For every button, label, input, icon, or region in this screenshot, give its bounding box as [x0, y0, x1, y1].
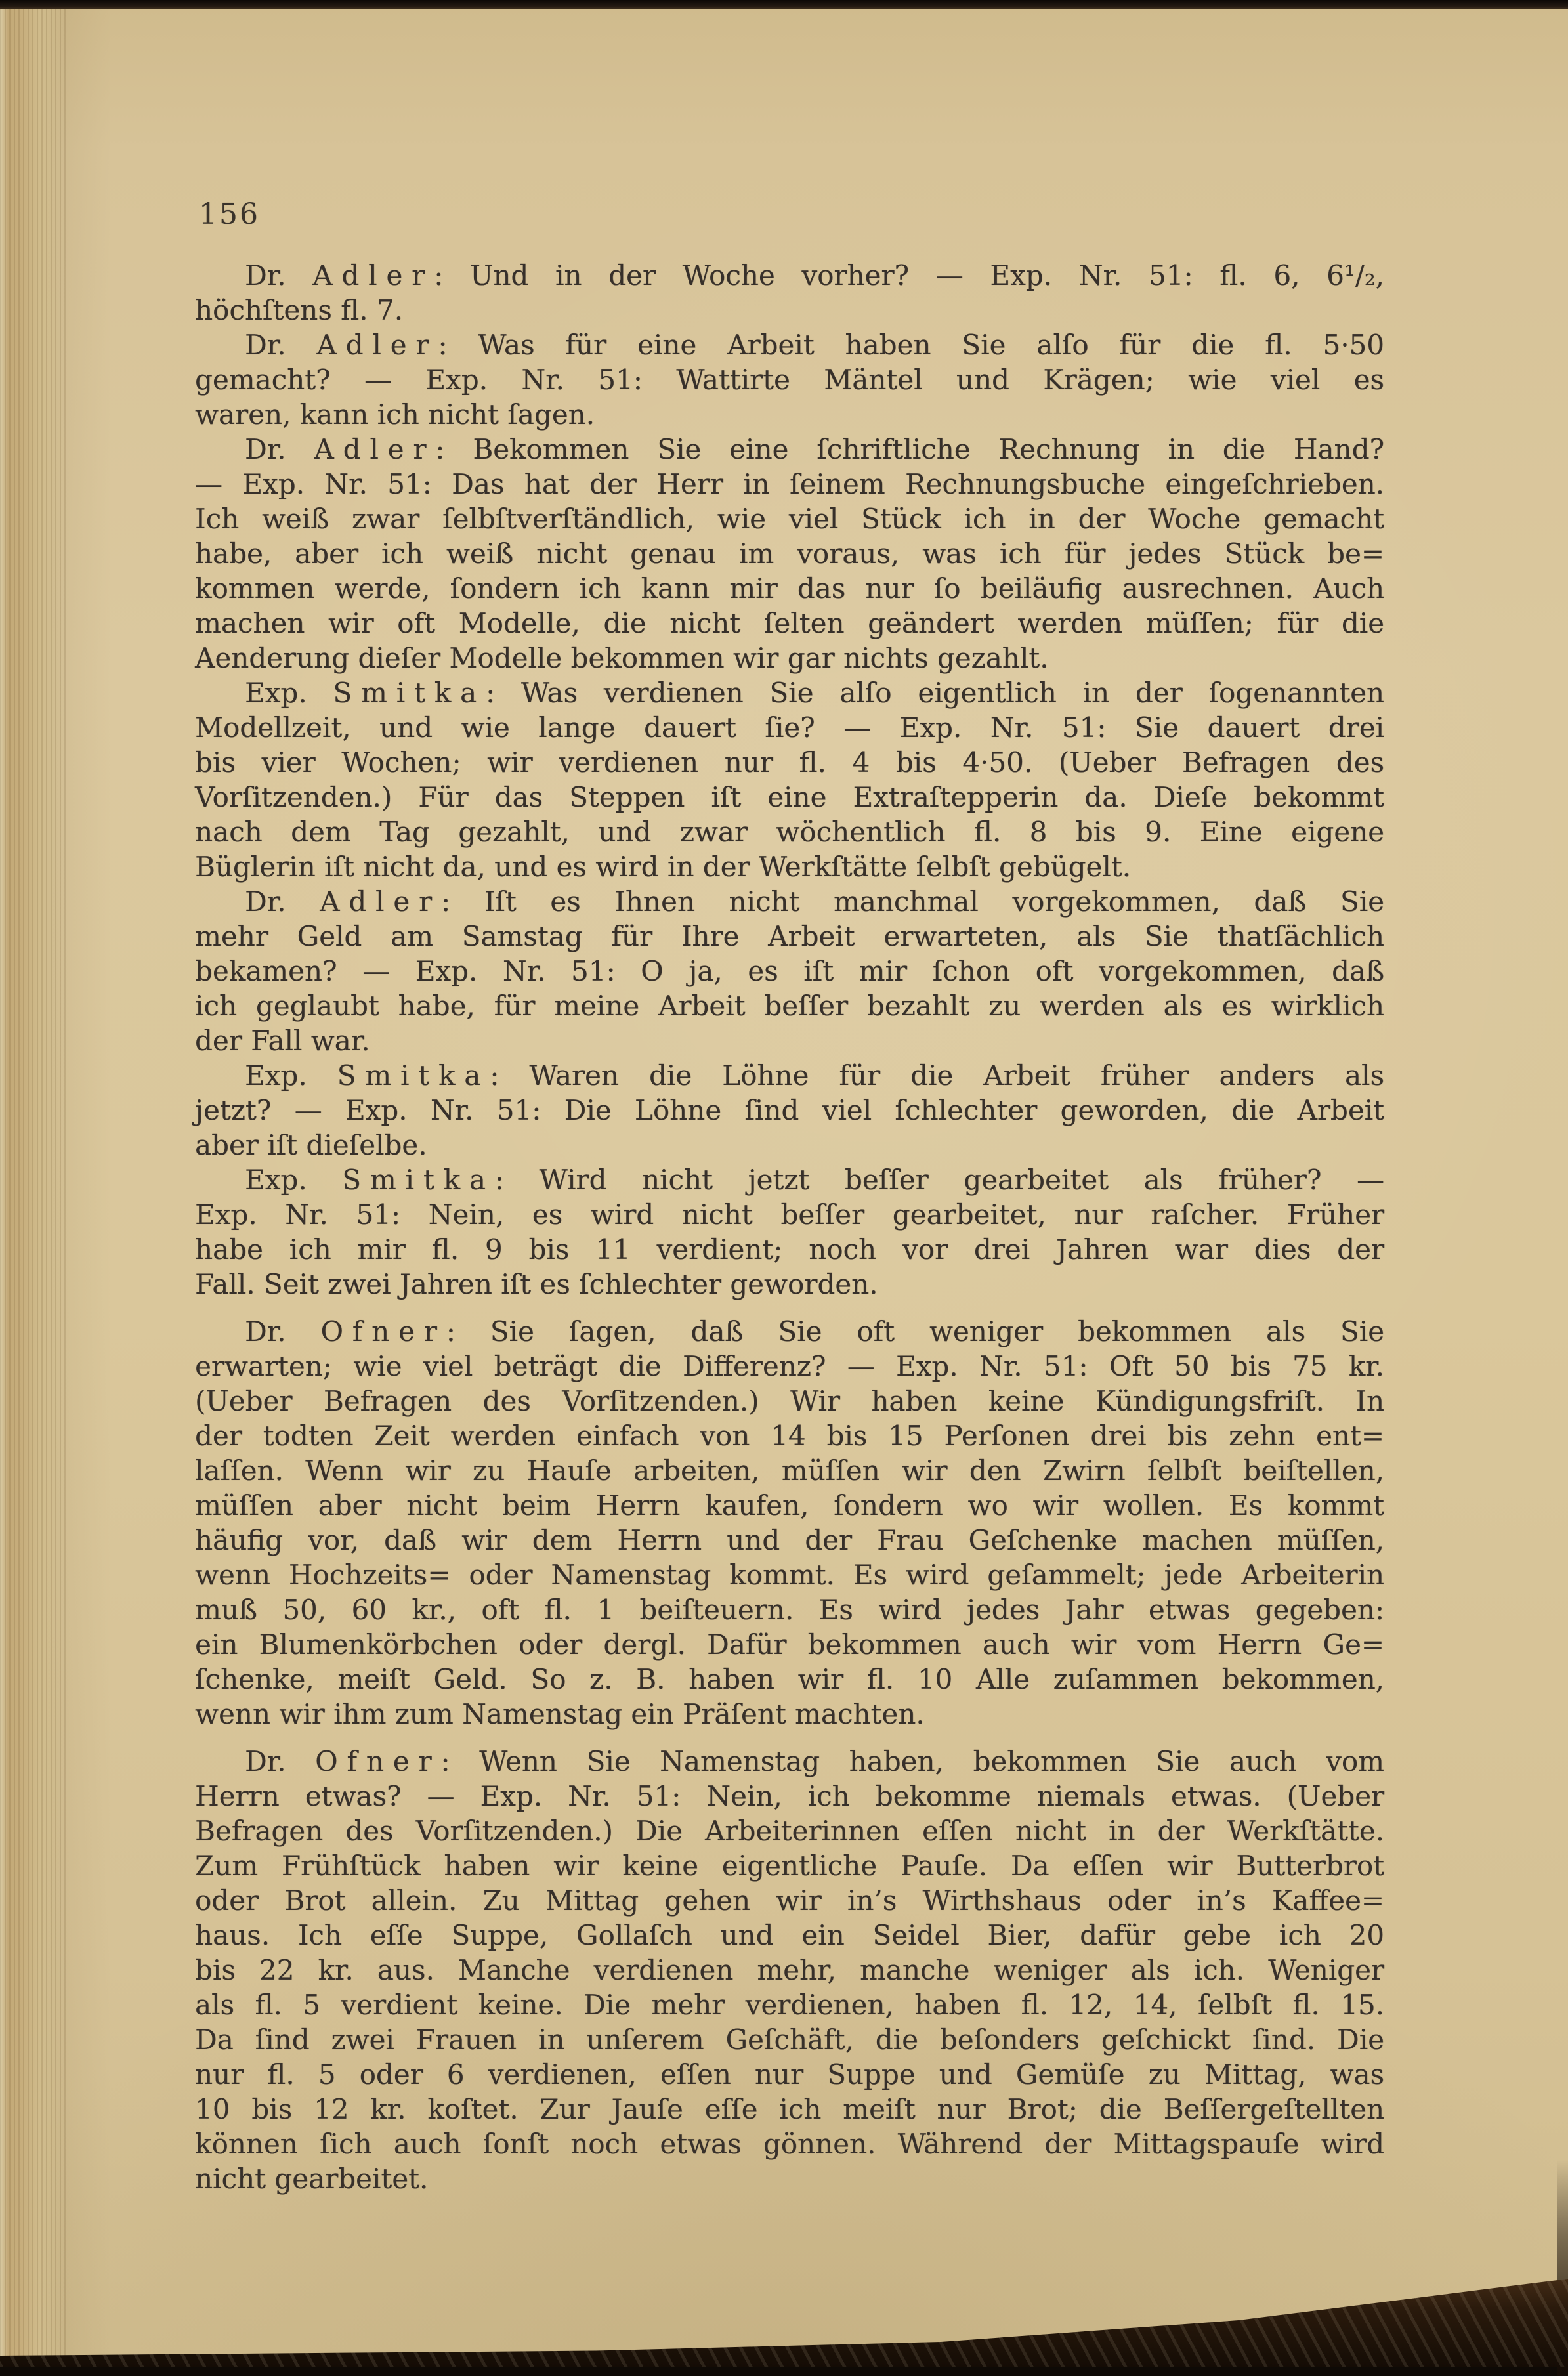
text-line: mehr Geld am Samstag für Ihre Arbeit erwarteten, als Sie thatſächlich	[195, 919, 1384, 954]
paragraph	[195, 1162, 1384, 1302]
paragraph	[195, 258, 1384, 328]
speaker-title: Dr.	[245, 1315, 286, 1347]
text-line: laſſen. Wenn wir zu Hauſe arbeiten, müſſen wir den Zwirn ſelbſt beiſtellen,	[195, 1453, 1384, 1488]
page-text	[195, 258, 1384, 2196]
text-line	[195, 258, 1384, 293]
speaker-name: Smitka	[333, 677, 486, 709]
text-line: als fl. 5 verdient keine. Die mehr verdienen, haben fl. 12, 14, ſelbſt fl. 15.	[195, 1987, 1384, 2022]
text-line: nicht gearbeitet.	[195, 2161, 1384, 2196]
paragraph	[195, 328, 1384, 432]
scan-top-edge	[0, 0, 1568, 9]
text-line: der todten Zeit werden einfach von 14 bis 15 Perſonen drei bis zehn ent=	[195, 1418, 1384, 1453]
text-line	[195, 1744, 1384, 1779]
speaker-title: Dr.	[245, 259, 286, 291]
text-line: bis 22 kr. aus. Manche verdienen mehr, manche weniger als ich. Weniger	[195, 1953, 1384, 1987]
paragraph	[195, 432, 1384, 675]
text-line	[195, 675, 1384, 710]
text-line-rest: : Und in der Woche vorher? — Exp. Nr. 51: fl. 6, 6¹/₂,	[434, 259, 1384, 291]
text-line	[195, 1058, 1384, 1093]
text-line: waren, kann ich nicht ſagen.	[195, 397, 1384, 432]
text-line: Fall. Seit zwei Jahren iſt es ſchlechter geworden.	[195, 1267, 1384, 1302]
speaker-title: Exp.	[245, 1059, 307, 1092]
text-line: — Exp. Nr. 51: Das hat der Herr in ſeinem Rechnungsbuche eingeſchrieben.	[195, 467, 1384, 501]
text-line: haus. Ich eſſe Suppe, Gollaſch und ein Seidel Bier, dafür gebe ich 20	[195, 1918, 1384, 1953]
text-line-rest: : Was verdienen Sie alſo eigentlich in der ſogenannten	[486, 677, 1384, 709]
text-line: nur fl. 5 oder 6 verdienen, eſſen nur Suppe und Gemüſe zu Mittag, was	[195, 2057, 1384, 2092]
text-line-rest: : Wird nicht jetzt beſſer gearbeitet als früher? —	[495, 1164, 1384, 1196]
paragraph	[195, 1314, 1384, 1731]
speaker-name: Smitka	[337, 1059, 490, 1092]
page-number: 156	[199, 198, 260, 231]
text-line: können ſich auch ſonſt noch etwas gönnen. Während der Mittagspauſe wird	[195, 2127, 1384, 2161]
text-line: wenn Hochzeits= oder Namenstag kommt. Es wird geſammelt; jede Arbeiterin	[195, 1558, 1384, 1592]
text-line: jetzt? — Exp. Nr. 51: Die Löhne ſind viel ſchlechter geworden, die Arbeit	[195, 1093, 1384, 1128]
text-line: Befragen des Vorſitzenden.) Die Arbeiterinnen eſſen nicht in der Werkſtätte.	[195, 1814, 1384, 1848]
speaker-title: Exp.	[245, 1164, 307, 1196]
text-line: habe, aber ich weiß nicht genau im voraus, was ich für jedes Stück be=	[195, 536, 1384, 571]
speaker-title: Exp.	[245, 677, 307, 709]
text-line: Da ſind zwei Frauen in unſerem Geſchäft, die beſonders geſchickt ſind. Die	[195, 2022, 1384, 2057]
text-line: bis vier Wochen; wir verdienen nur fl. 4 bis 4·50. (Ueber Befragen des	[195, 745, 1384, 780]
speaker-name: Adler	[312, 259, 434, 291]
text-line: Modellzeit, und wie lange dauert ſie? — Exp. Nr. 51: Sie dauert drei	[195, 710, 1384, 745]
text-line: aber iſt dieſelbe.	[195, 1128, 1384, 1162]
text-line: gemacht? — Exp. Nr. 51: Wattirte Mäntel und Krägen; wie viel es	[195, 362, 1384, 397]
text-line: 10 bis 12 kr. koſtet. Zur Jauſe eſſe ich meiſt nur Brot; die Beſſergeſtellten	[195, 2092, 1384, 2127]
speaker-title: Dr.	[245, 433, 286, 465]
text-line: Büglerin iſt nicht da, und es wird in der Werkſtätte ſelbſt gebügelt.	[195, 849, 1384, 884]
speaker-name: Adler	[314, 433, 435, 465]
paragraph	[195, 884, 1384, 1058]
text-line: Herrn etwas? — Exp. Nr. 51: Nein, ich bekomme niemals etwas. (Ueber	[195, 1779, 1384, 1814]
paragraph	[195, 675, 1384, 884]
text-line	[195, 1162, 1384, 1197]
paragraph	[195, 1058, 1384, 1162]
text-line: nach dem Tag gezahlt, und zwar wöchentlich fl. 8 bis 9. Eine eigene	[195, 815, 1384, 849]
text-line: ſchenke, meiſt Geld. So z. B. haben wir fl. 10 Alle zuſammen bekommen,	[195, 1662, 1384, 1697]
text-line: (Ueber Befragen des Vorſitzenden.) Wir haben keine Kündigungsfriſt. In	[195, 1384, 1384, 1418]
text-line: erwarten; wie viel beträgt die Differenz? — Exp. Nr. 51: Oft 50 bis 75 kr.	[195, 1349, 1384, 1384]
text-line: höchſtens fl. 7.	[195, 293, 1384, 328]
text-line	[195, 884, 1384, 919]
text-line	[195, 1314, 1384, 1349]
page-stack-edge	[0, 9, 66, 2367]
text-line: ich geglaubt habe, für meine Arbeit beſſer bezahlt zu werden als es wirklich	[195, 988, 1384, 1023]
speaker-title: Dr.	[245, 1745, 286, 1777]
text-line: Zum Frühſtück haben wir keine eigentliche Pauſe. Da eſſen wir Butterbrot	[195, 1848, 1384, 1883]
text-line: habe ich mir fl. 9 bis 11 verdient; noch vor drei Jahren war dies der	[195, 1232, 1384, 1267]
text-line: muß 50, 60 kr., oft fl. 1 beiſteuern. Es wird jedes Jahr etwas gegeben:	[195, 1592, 1384, 1627]
speaker-name: Ofner	[320, 1315, 446, 1347]
paragraph	[195, 1744, 1384, 2196]
text-line-rest: : Waren die Löhne für die Arbeit früher anders als	[490, 1059, 1384, 1092]
text-line: kommen werde, ſondern ich kann mir das nur ſo beiläufig ausrechnen. Auch	[195, 571, 1384, 606]
text-line	[195, 432, 1384, 467]
text-line: müſſen aber nicht beim Herrn kaufen, ſondern wo wir wollen. Es kommt	[195, 1488, 1384, 1523]
text-line: bekamen? — Exp. Nr. 51: O ja, es iſt mir ſchon oft vorgekommen, daß	[195, 954, 1384, 988]
text-line: wenn wir ihm zum Namenstag ein Präſent machten.	[195, 1697, 1384, 1731]
book-page	[0, 9, 1568, 2367]
speaker-title: Dr.	[245, 329, 286, 361]
speaker-name: Adler	[320, 885, 441, 918]
text-line-rest: : Was für eine Arbeit haben Sie alſo für die fl. 5·50	[438, 329, 1384, 361]
text-line-rest: : Wenn Sie Namenstag haben, bekommen Sie auch vom	[440, 1745, 1384, 1777]
text-line-rest: : Sie ſagen, daß Sie oft weniger bekommen als Sie	[446, 1315, 1384, 1347]
text-line: machen wir oft Modelle, die nicht ſelten geändert werden müſſen; für die	[195, 606, 1384, 641]
text-line: Ich weiß zwar ſelbſtverſtändlich, wie viel Stück ich in der Woche gemacht	[195, 501, 1384, 536]
speaker-title: Dr.	[245, 885, 286, 918]
text-line: ein Blumenkörbchen oder dergl. Dafür bekommen auch wir vom Herrn Ge=	[195, 1627, 1384, 1662]
speaker-name: Ofner	[315, 1745, 440, 1777]
text-line: häufig vor, daß wir dem Herrn und der Frau Geſchenke machen müſſen,	[195, 1523, 1384, 1558]
text-line: Aenderung dieſer Modelle bekommen wir gar nichts gezahlt.	[195, 641, 1384, 675]
speaker-name: Adler	[316, 329, 438, 361]
text-line: Vorſitzenden.) Für das Steppen iſt eine Extraſtepperin da. Dieſe bekommt	[195, 780, 1384, 815]
text-line: der Fall war.	[195, 1023, 1384, 1058]
text-line: Exp. Nr. 51: Nein, es wird nicht beſſer gearbeitet, nur raſcher. Früher	[195, 1197, 1384, 1232]
text-line-rest: : Iſt es Ihnen nicht manchmal vorgekommen, daß Sie	[441, 885, 1384, 918]
text-line: oder Brot allein. Zu Mittag gehen wir in’s Wirthshaus oder in’s Kaffee=	[195, 1883, 1384, 1918]
text-line	[195, 328, 1384, 362]
speaker-name: Smitka	[342, 1164, 495, 1196]
text-line-rest: : Bekommen Sie eine ſchriftliche Rechnung in die Hand?	[435, 433, 1384, 465]
